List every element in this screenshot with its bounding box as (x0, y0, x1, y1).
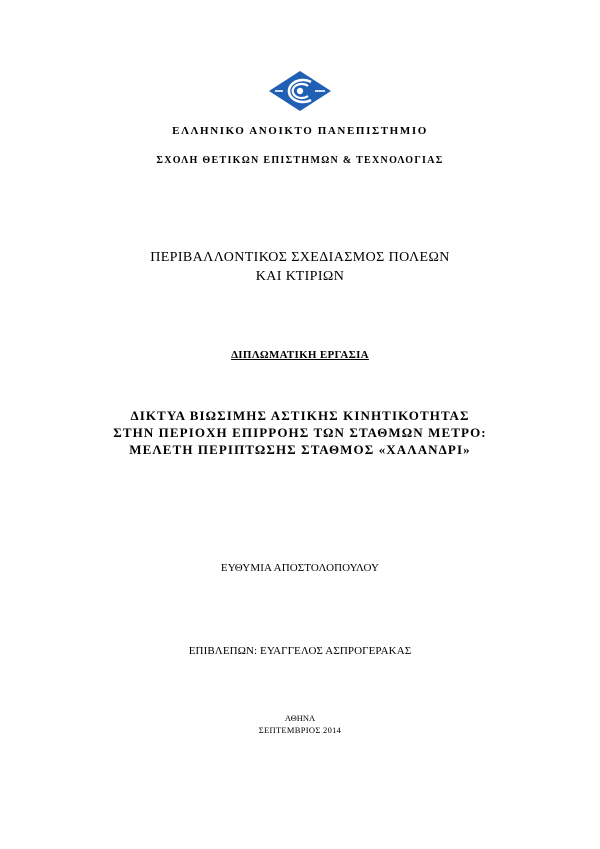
document-type: ΔΙΠΛΩΜΑΤΙΚΗ ΕΡΓΑΣΙΑ (231, 349, 369, 361)
submission-date: ΣΕΠΤΕΜΒΡΙΟΣ 2014 (258, 725, 342, 735)
emblem-center-dot (297, 88, 303, 94)
program-title-line-2: ΚΑΙ ΚΤΙΡΙΩΝ (255, 269, 345, 284)
thesis-title-line-3: ΜΕΛΕΤΗ ΠΕΡΙΠΤΩΣΗΣ ΣΤΑΘΜΟΣ «ΧΑΛΑΝΔΡΙ» (129, 442, 471, 457)
university-emblem-icon (269, 71, 331, 111)
author-name: ΕΥΘΥΜΙΑ ΑΠΟΣΤΟΛΟΠΟΥΛΟΥ (220, 562, 380, 574)
thesis-title-line-2: ΣΤΗΝ ΠΕΡΙΟΧΗ ΕΠΙΡΡΟΗΣ ΤΩΝ ΣΤΑΘΜΩΝ ΜΕΤΡΟ: (113, 425, 487, 440)
city: ΑΘΗΝΑ (284, 713, 316, 723)
program-title-line-1: ΠΕΡΙΒΑΛΛΟΝΤΙΚΟΣ ΣΧΕΔΙΑΣΜΟΣ ΠΟΛΕΩΝ (150, 250, 450, 265)
supervisor-name: ΕΠΙΒΛΕΠΩΝ: ΕΥΑΓΓΕΛΟΣ ΑΣΠΡΟΓΕΡΑΚΑΣ (188, 645, 412, 657)
university-name: ΕΛΛΗΝΙΚΟ ΑΝΟΙΚΤΟ ΠΑΝΕΠΙΣΤΗΜΙΟ (172, 125, 428, 137)
school-name: ΣΧΟΛΗ ΘΕΤΙΚΩΝ ΕΠΙΣΤΗΜΩΝ & ΤΕΧΝΟΛΟΓΙΑΣ (156, 155, 444, 166)
thesis-title-line-1: ΔΙΚΤΥΑ ΒΙΩΣΙΜΗΣ ΑΣΤΙΚΗΣ ΚΙΝΗΤΙΚΟΤΗΤΑΣ (130, 408, 470, 423)
